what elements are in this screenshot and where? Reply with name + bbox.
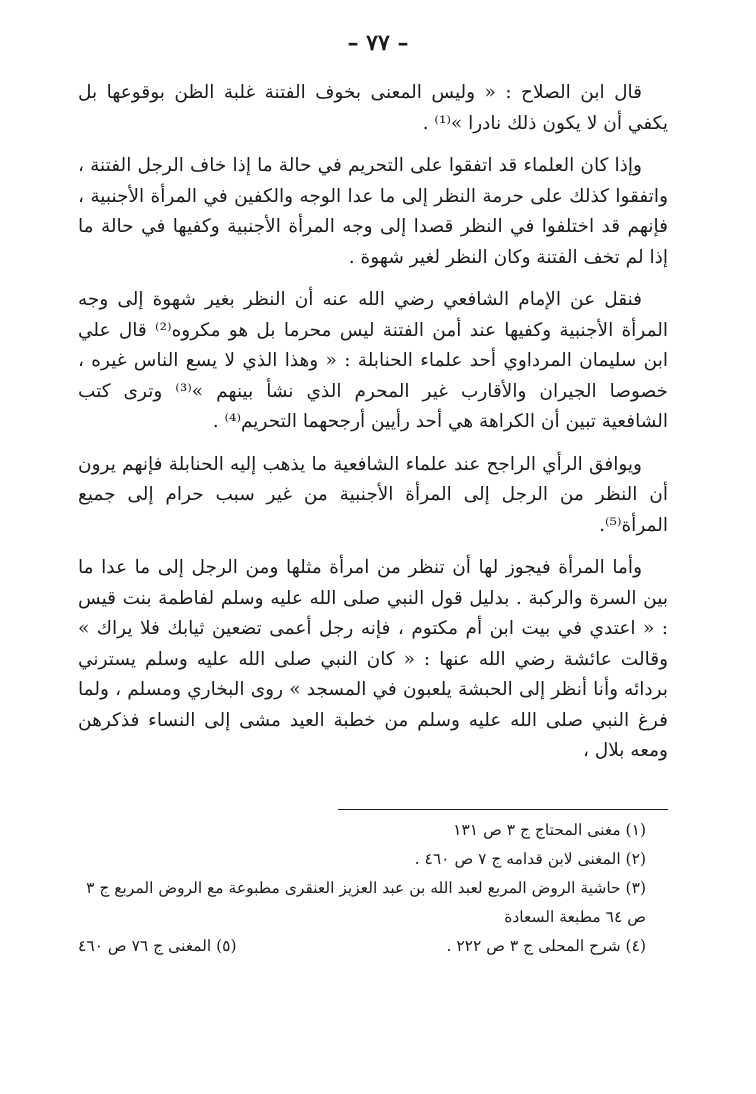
- main-text: [78, 78, 668, 779]
- paragraph-4: ويوافق الرأي الراجح عند علماء الشافعية ما يذهب إليه الحنابلة فإنهم يرون أن النظر من الرجل إلى المرأة الأجنبية من غير سبب حرام إلى جميع المرأة⁽⁵⁾.: [78, 453, 668, 536]
- footnote-row-4-5: [78, 932, 668, 961]
- footnotes: [78, 816, 668, 961]
- footnote-1: (١) مغنى المحتاج ج ٣ ص ١٣١: [453, 821, 646, 839]
- paragraph-3: فنقل عن الإمام الشافعي رضي الله عنه أن النظر بغير شهوة إلى وجه المرأة الأجنبية وكفيها عند أمن الفتنة ليس محرما بل هو مكروه⁽²⁾ قال علي ابن سليمان المرداوي أحد علماء الحنابلة : « وهذا الذي لا يسع الناس غيره ، خصوصا الجيران والأقارب غير المحرم الذي نشأ بينهم »⁽³⁾ وترى كتب الشافعية تبين أن الكراهة هي أحد رأيين أرجحهما التحريم⁽⁴⁾ .: [78, 289, 669, 432]
- paragraph-1: قال ابن الصلاح : « وليس المعنى بخوف الفتنة غلبة الظن بوقوعها بل يكفي أن لا يكون ذلك نادرا »⁽¹⁾ .: [78, 82, 668, 134]
- footnote-3: (٣) حاشية الروض المربع لعبد الله بن عبد العزيز العنقرى مطبوعة مع الروض المربع ج ٣ ص ٦٤ مطبعة السعادة: [86, 879, 646, 926]
- paragraph-2: وإذا كان العلماء قد اتفقوا على التحريم في حالة ما إذا خاف الرجل الفتنة ، واتفقوا كذلك على حرمة النظر إلى ما عدا الوجه والكفين في المرأة الأجنبية ، فإنهم قد اختلفوا في النظر قصدا إلى وجه المرأة الأجنبية وكفيها في حالة ما إذا لم تخف الفتنة وكان النظر لغير شهوة .: [78, 155, 668, 268]
- paragraph-5: وأما المرأة فيجوز لها أن تنظر من امرأة مثلها ومن الرجل إلى ما عدا ما بين السرة والركبة . بدليل قول النبي صلى الله عليه وسلم لفاطمة بنت قيس : « اعتدي في بيت ابن أم مكتوم ، فإنه رجل أعمى تضعين ثيابك فلا يراك » وقالت عائشة رضي الله عنها : « كان النبي صلى الله عليه وسلم يسترني بردائه وأنا أنظر إلى الحبشة يلعبون في المسجد » روى البخاري ومسلم ، ولما فرغ النبي صلى الله عليه وسلم من خطبة العيد مشى إلى النساء فذكرهن ومعه بلال ،: [78, 557, 668, 761]
- footnote-4: (٤) شرح المحلى ج ٣ ص ٢٢٢ .: [446, 937, 646, 955]
- footnote-5: (٥) المغنى ج ٧٦ ص ٤٦٠: [78, 937, 237, 955]
- footnote-2: (٢) المغنى لابن قدامه ج ٧ ص ٤٦٠ .: [414, 850, 646, 868]
- page-number: – ٧٧ –: [347, 30, 409, 56]
- footnote-divider: [338, 809, 668, 810]
